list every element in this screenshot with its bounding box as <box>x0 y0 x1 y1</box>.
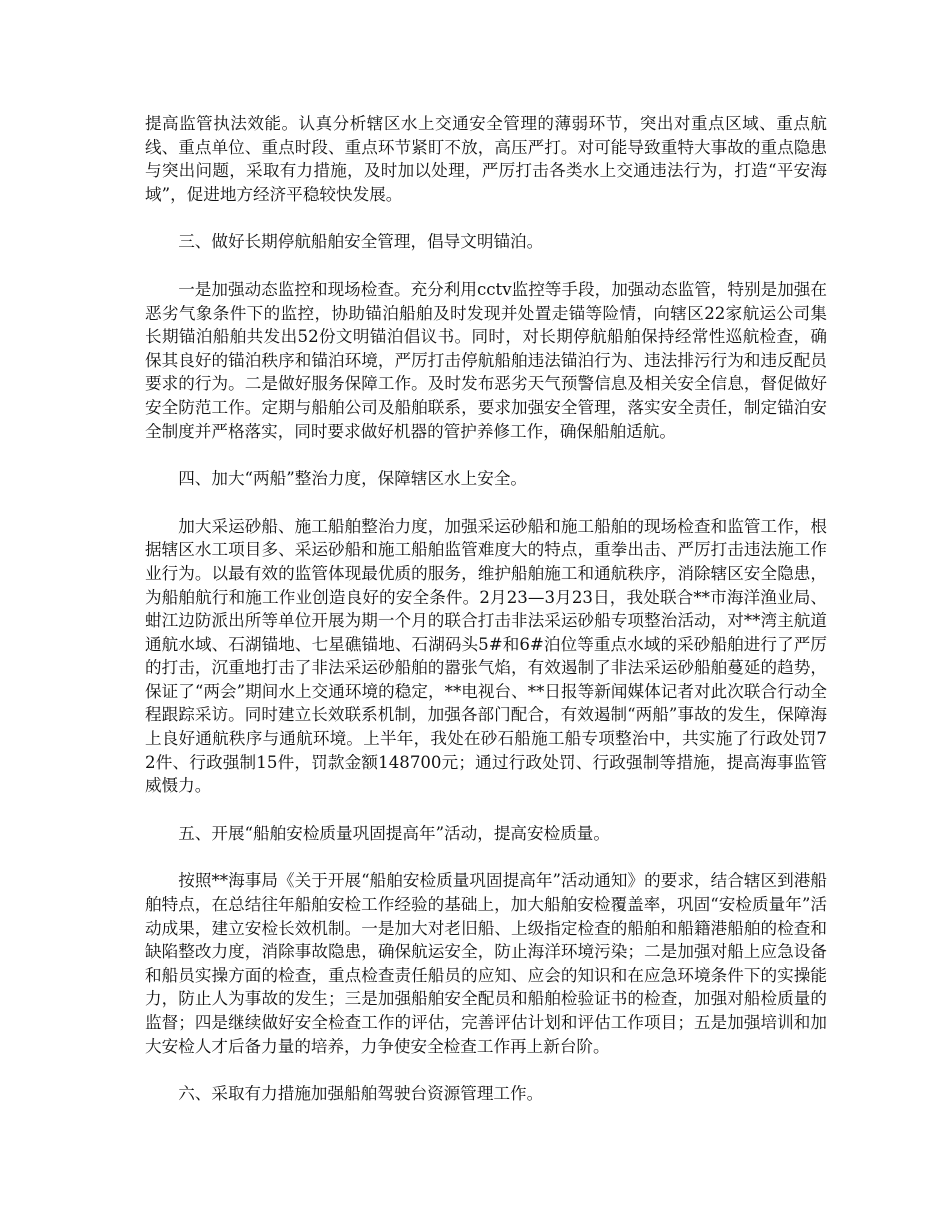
paragraph-gap <box>145 845 827 869</box>
section-heading-4: 四、加大“两船”整治力度，保障辖区水上安全。 <box>178 469 528 489</box>
section-heading-3: 三、做好长期停航船舶安全管理，倡导文明锚泊。 <box>178 232 544 252</box>
paragraph-gap <box>145 1058 827 1082</box>
paragraph-gap <box>145 206 827 230</box>
paragraph-gap <box>145 443 827 467</box>
paragraph-gap <box>145 491 827 515</box>
paragraph-monitoring-efficiency: 提高监管执法效能。认真分析辖区水上交通安全管理的薄弱环节，突出对重点区域、重点航线、重点单位、重点时段、重点环节紧盯不放，高压严打。对可能导致重特大事故的重点隐患与突出问题，采取有力措施，及时加以处理，严厉打击各类水上交通违法行为，打造“平安海域”，促进地方经济平稳较快发展。 <box>145 114 827 204</box>
paragraph-two-ships-rectification: 加大采运砂船、施工船舶整治力度，加强采运砂船和施工船舶的现场检查和监管工作，根据辖区水工项目多、采运砂船和施工船舶监管难度大的特点，重拳出击、严厉打击违法施工作业行为。以最有效的监管体现最优质的服务，维护船舶施工和通航秩序，消除辖区安全隐患，为船舶航行和施工作业创造良好的安全条件。2月23—3月23日，我处联合**市海洋渔业局、蚶江边防派出所等单位开展为期一个月的联合打击非法采运砂船专项整治活动，对**湾主航道通航水域、石湖锚地、七星礁锚地、石湖码头5#和6#泊位等重点水域的采砂船舶进行了严厉的打击，沉重地打击了非法采运砂船舶的嚣张气焰，有效遏制了非法采运砂船舶蔓延的趋势，保证了“两会”期间水上交通环境的稳定，**电视台、**日报等新闻媒体记者对此次联合行动全程跟踪采访。同时建立长效联系机制，加强各部门配合，有效遏制“两船”事故的发生，保障海上良好通航秩序与通航环境。上半年，我处在砂石船施工船专项整治中，共实施了行政处罚72件、行政强制15件，罚款金额148700元；通过行政处罚、行政强制等措施，提高海事监管威慑力。 <box>145 516 827 796</box>
paragraph-gap <box>145 254 827 278</box>
document-page <box>145 112 827 1106</box>
section-heading-5: 五、开展“船舶安检质量巩固提高年”活动，提高安检质量。 <box>178 823 610 843</box>
paragraph-anchoring-management: 一是加强动态监控和现场检查。充分利用cctv监控等手段，加强动态监管，特别是加强在恶劣气象条件下的监控，协助锚泊船舶及时发现并处置走锚等险情，向辖区22家航运公司集长期锚泊船舶共发出52份文明锚泊倡议书。同时，对长期停航船舶保持经常性巡航检查，确保其良好的锚泊秩序和锚泊环境，严厉打击停航船舶违法锚泊行为、违法排污行为和违反配员要求的行为。二是做好服务保障工作。及时发布恶劣天气预警信息及相关安全信息，督促做好安全防范工作。定期与船舶公司及船舶联系，要求加强安全管理，落实安全责任，制定锚泊安全制度并严格落实，同时要求做好机器的管护养修工作，确保船舶适航。 <box>145 279 827 441</box>
paragraph-gap <box>145 798 827 822</box>
paragraph-safety-inspection: 按照**海事局《关于开展“船舶安检质量巩固提高年”活动通知》的要求，结合辖区到港船舶特点，在总结往年船舶安检工作经验的基础上，加大船舶安检覆盖率，巩固“安检质量年”活动成果，建立安检长效机制。一是加大对老旧船、上级指定检查的船舶和船籍港船舶的检查和缺陷整改力度，消除事故隐患，确保航运安全，防止海洋环境污染；二是加强对船上应急设备和船员实操方面的检查，重点检查责任船员的应知、应会的知识和在应急环境条件下的实操能力，防止人为事故的发生；三是加强船舶安全配员和船舶检验证书的检查，加强对船检质量的监督；四是继续做好安全检查工作的评估，完善评估计划和评估工作项目；五是加强培训和加大安检人才后备力量的培养，力争使安全检查工作再上新台阶。 <box>145 871 827 1056</box>
section-heading-6: 六、采取有力措施加强船舶驾驶台资源管理工作。 <box>178 1084 544 1104</box>
